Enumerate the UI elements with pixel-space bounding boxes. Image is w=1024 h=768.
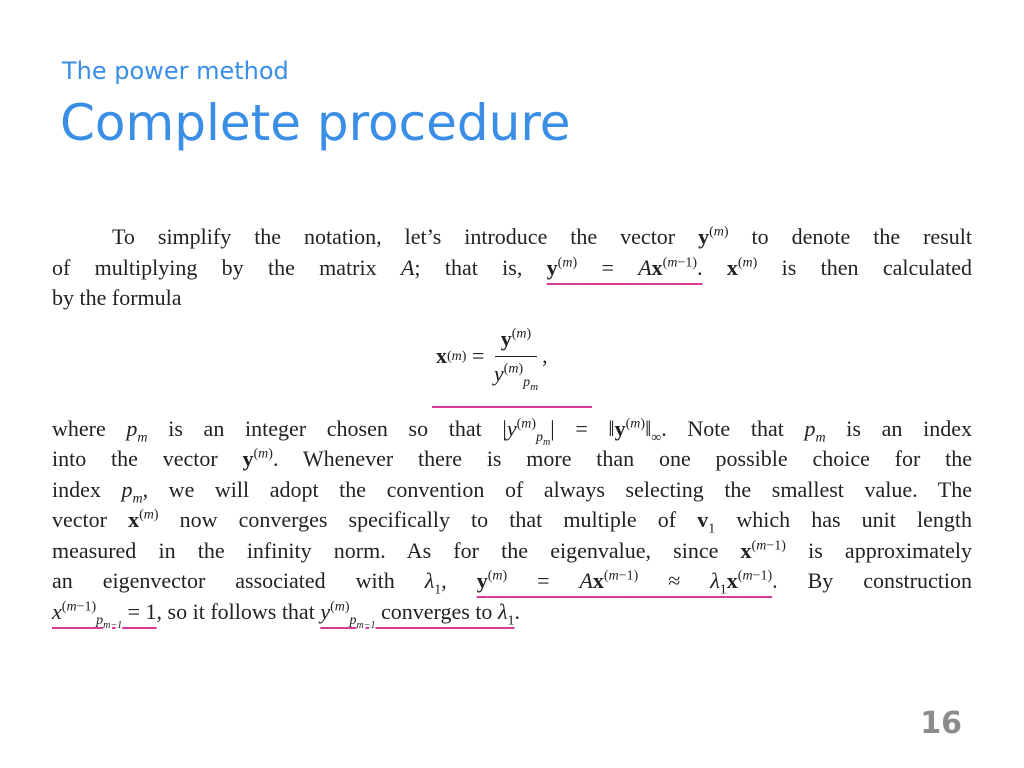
body-line-7: vector $x^{(m)}$ now converges specifically to that multiple of $v_1$ which has unit length bbox=[52, 507, 972, 537]
slide-title: Complete procedure bbox=[60, 94, 571, 152]
body-line-10: $x^{(m-1)}_{p_{m-1}} = 1$, so it follows that $y^{(m)}_{p_{m-1}}$ converges to $\lambda_1$. bbox=[52, 598, 520, 631]
body-line-4: where $p_m$ is an integer chosen so that $|y^{(m)}_{p_m}|$ = $‖y^{(m)}‖_\infty$. Note that $p_m$ is an index bbox=[52, 415, 972, 448]
body-text bbox=[52, 222, 973, 631]
body-line-2: of multiplying by the matrix A; that is, $y^{(m)} = Ax^{(m-1)}$. $x^{(m)}$ is then calculated bbox=[52, 254, 972, 280]
fraction: $\frac{y^{(m)}}{y^{(m)}_{p_m}}$ bbox=[493, 325, 539, 394]
body-line-1: To simplify the notation, let’s introduce the vector $y^{(m)}$ to denote the result bbox=[112, 224, 972, 249]
display-equation: x (m) = $\frac{y^{(m)}}{y^{(m)}_{p_m}}$ , bbox=[52, 314, 972, 414]
equation-highlight bbox=[432, 406, 592, 408]
body-line-3: by the formula bbox=[52, 285, 182, 310]
body-line-9: an eigenvector associated with $\lambda_1$, $y^{(m)} = Ax^{(m-1)} \approx \lambda_1x^{(m-1)}$. By construction bbox=[52, 568, 972, 598]
body-line-8: measured in the infinity norm. As for the eigenvalue, since $x^{(m-1)}$ is approximately bbox=[52, 537, 973, 563]
body-line-5: into the vector $y^{(m)}$. Whenever there is more than one possible choice for the bbox=[52, 446, 972, 471]
body-line-6: index $p_m$, we will adopt the convention of always selecting the smallest value. The bbox=[52, 476, 972, 506]
page-number: 16 bbox=[920, 706, 962, 741]
slide-subtitle: The power method bbox=[62, 57, 289, 85]
